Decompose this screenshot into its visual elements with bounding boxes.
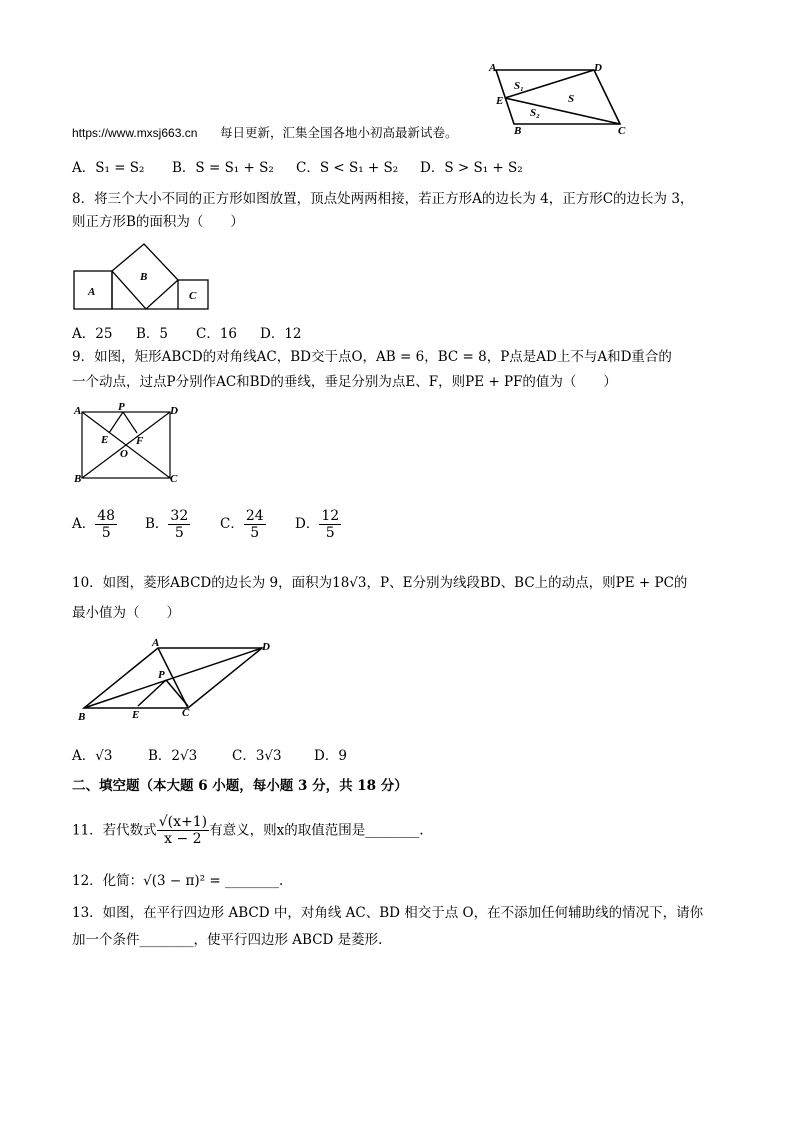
q9-option-d[interactable]: D． $\frac{12}{5}$ — [295, 508, 340, 541]
q9-label-f: F — [136, 435, 144, 447]
header-url[interactable]: https://www.mxsj663.cn — [72, 126, 198, 140]
q8-figure — [72, 240, 212, 314]
q7-option-d[interactable]: D．S > S₁ + S₂ — [420, 160, 523, 176]
q10-label-c: C — [182, 707, 190, 719]
q11-prefix: 11．若代数式 — [72, 822, 157, 839]
q11 — [72, 814, 423, 847]
q10-line2: 最小值为（ ） — [72, 605, 180, 621]
q10-option-c[interactable]: C．3√3 — [232, 748, 282, 764]
q9-option-c[interactable]: C． $\frac{24}{5}$ — [220, 508, 264, 541]
q7-figure — [484, 58, 634, 140]
header-line — [72, 124, 458, 142]
q7-option-a[interactable]: A．S₁ = S₂ — [72, 160, 145, 176]
q10-option-b[interactable]: B．2√3 — [148, 748, 198, 764]
q7-label-c: C — [618, 125, 626, 137]
q7-label-s1: S₁ — [514, 80, 524, 92]
q11-suffix: 有意义，则x的取值范围是________. — [209, 822, 424, 839]
q8-label-b: B — [140, 271, 148, 283]
q12: 12．化简：√(3 − π)² = ________. — [72, 873, 284, 889]
q7-label-s: S — [568, 93, 575, 105]
q8-label-a: A — [88, 286, 96, 298]
q13-line2: 加一个条件________，使平行四边形 ABCD 是菱形. — [72, 932, 383, 948]
q7-label-d: D — [594, 62, 602, 74]
q9-label-p: P — [118, 402, 125, 413]
q10-option-a[interactable]: A．√3 — [72, 748, 113, 764]
q10-line1: 10．如图，菱形ABCD的边长为 9，面积为18√3，P、E分别为线段BD、BC上的动点，则PE + PC的 — [72, 575, 688, 591]
q9-label-a: A — [74, 405, 82, 417]
q8-label-c: C — [189, 290, 197, 302]
q8-line1: 8．将三个大小不同的正方形如图放置，顶点处两两相接，若正方形A的边长为 4，正方形C的边长为 3， — [72, 191, 694, 207]
q9-line2: 一个动点，过点P分别作AC和BD的垂线，垂足分别为点E、F，则PE + PF的值为（ ） — [72, 374, 617, 390]
q8-option-c[interactable]: C．16 — [196, 326, 238, 342]
q7-option-b[interactable]: B．S = S₁ + S₂ — [172, 160, 274, 176]
q8-option-d[interactable]: D．12 — [260, 326, 302, 342]
section2-title: 二、填空题（本大题 6 小题，每小题 3 分，共 18 分） — [72, 778, 408, 794]
q10-option-d[interactable]: D．9 — [314, 748, 347, 764]
q9-option-b[interactable]: B． $\frac{32}{5}$ — [145, 508, 189, 541]
q13-line1: 13．如图，在平行四边形 ABCD 中，对角线 AC、BD 相交于点 O，在不添加任何辅助线的情况下，请你 — [72, 905, 704, 921]
header-note: 每日更新，汇集全国各地小初高最新试卷。 — [219, 125, 458, 140]
q10-figure — [72, 636, 282, 724]
q10-label-d: D — [262, 641, 270, 653]
q9-label-b: B — [74, 473, 82, 485]
q11-fraction: $\frac{√(x+1)}{x - 2}$ — [158, 814, 208, 847]
q9-label-d: D — [170, 405, 178, 417]
q9-label-c: C — [170, 473, 178, 485]
q10-label-a: A — [152, 637, 160, 649]
q10-label-e: E — [132, 709, 140, 721]
q8-option-a[interactable]: A．25 — [72, 326, 113, 342]
q9-label-o: O — [120, 448, 128, 460]
q10-label-p: P — [158, 669, 165, 681]
q7-label-s2: S₂ — [530, 107, 540, 119]
q7-option-c[interactable]: C．S < S₁ + S₂ — [296, 160, 399, 176]
q7-label-a: A — [489, 62, 497, 74]
q9-line1: 9．如图，矩形ABCD的对角线AC，BD交于点O，AB = 6，BC = 8，P点是AD上不与A和D重合的 — [72, 349, 672, 365]
q7-label-e: E — [496, 95, 504, 107]
q9-label-e: E — [101, 434, 109, 446]
q8-option-b[interactable]: B．5 — [136, 326, 169, 342]
q10-label-b: B — [78, 711, 86, 723]
q9-figure — [72, 402, 188, 488]
q7-label-b: B — [514, 125, 522, 137]
q8-line2: 则正方形B的面积为（ ） — [72, 214, 244, 230]
q9-option-a[interactable]: A． $\frac{48}{5}$ — [72, 508, 116, 541]
